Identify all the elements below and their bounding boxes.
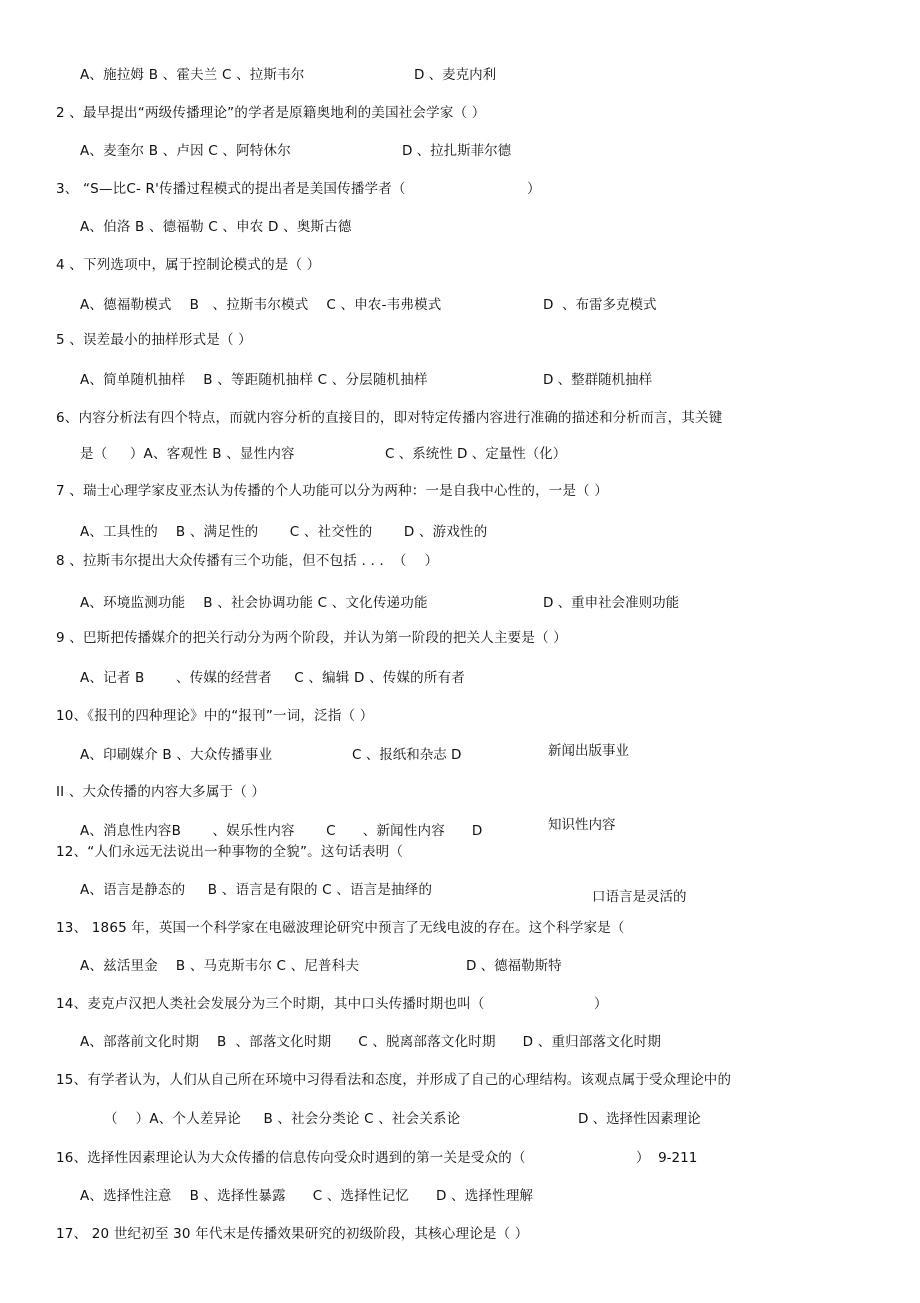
question-9: 9 、巴斯把传播媒介的把关行动分为两个阶段，并认为第一阶段的把关人主要是（ ） [56, 630, 567, 646]
option-line-q13: A、兹活里金 B 、马克斯韦尔 C 、尼普科夫 [80, 958, 360, 974]
option-c-q10: C 、报纸和杂志 D [352, 747, 462, 763]
option-d-text-q10: 新闻出版事业 [548, 743, 629, 759]
question-11: II 、大众传播的内容大多属于（ ） [56, 784, 266, 800]
question-14: 14、麦克卢汉把人类社会发展分为三个时期，其中口头传播时期也叫（ [56, 996, 485, 1012]
option-line-q4: A、德福勒模式 B 、拉斯韦尔模式 C 、申农-韦弗模式 [80, 297, 442, 313]
question-6: 6、内容分析法有四个特点，而就内容分析的直接目的，即对特定传播内容进行准确的描述和分析而言，其关键 [56, 410, 723, 426]
question-14-paren: ） [594, 996, 608, 1012]
option-line-q3: A、伯洛 B 、德福勒 C 、申农 D 、奥斯古德 [80, 219, 352, 235]
question-2: 2 、最早提出“两级传播理论”的学者是原籍奥地利的美国社会学家（ ） [56, 105, 486, 121]
option-line-q10: A、印刷媒介 B 、大众传播事业 [80, 747, 273, 763]
option-line-q11: A、消息性内容B 、娱乐性内容 C 、新闻性内容 D [80, 823, 483, 839]
question-12: 12、“人们永远无法说出一种事物的全貌”。这句话表明（ [56, 844, 404, 860]
question-17: 17、 20 世纪初至 30 年代末是传播效果研究的初级阶段，其核心理论是（ ） [56, 1226, 529, 1242]
option-line-q8: A、环境监测功能 B 、社会协调功能 C 、文化传递功能 [80, 595, 428, 611]
question-4: 4 、下列选项中，属于控制论模式的是（ ） [56, 257, 321, 273]
option-line-q7: A、工具性的 B 、满足性的 C 、社交性的 D 、游戏性的 [80, 524, 488, 540]
option-d-q4: D 、布雷多克模式 [543, 297, 657, 313]
question-16: 16、选择性因素理论认为大众传播的信息传向受众时遇到的第一关是受众的（ [56, 1150, 526, 1166]
question-5: 5 、误差最小的抽样形式是（ ） [56, 332, 252, 348]
option-line-q12: A、语言是静态的 B 、语言是有限的 C 、语言是抽绎的 [80, 882, 433, 898]
question-8: 8 、拉斯韦尔提出大众传播有三个功能，但不包括 . . . （ ） [56, 553, 439, 569]
option-d-q5: D 、整群随机抽样 [543, 372, 653, 388]
option-d-text-q12: 口语言是灵活的 [592, 889, 687, 905]
option-line-q14: A、部落前文化时期 B 、部落文化时期 C 、脱离部落文化时期 D 、重归部落文化时期 [80, 1034, 662, 1050]
question-7: 7 、瑞士心理学家皮亚杰认为传播的个人功能可以分为两种：一是自我中心性的，一是（ ） [56, 483, 609, 499]
option-line-q5: A、简单随机抽样 B 、等距随机抽样 C 、分层随机抽样 [80, 372, 428, 388]
question-16-paren: ） 9-211 [636, 1150, 698, 1166]
question-15: 15、有学者认为，人们从自己所在环境中习得看法和态度，并形成了自己的心理结构。该观点属于受众理论中的 [56, 1072, 732, 1088]
option-line-q2: A、麦奎尔 B 、卢因 C 、阿特休尔 [80, 143, 291, 159]
option-d-text-q11: 知识性内容 [548, 817, 616, 833]
option-line-q6: 是（ ）A、客观性 B 、显性内容 [80, 446, 295, 462]
option-line-q1: A、施拉姆 B 、霍夫兰 C 、拉斯韦尔 [80, 67, 305, 83]
option-c-q6: C 、系统性 D 、定量性（化） [385, 446, 567, 462]
option-line-q16: A、选择性注意 B 、选择性暴露 C 、选择性记忆 D 、选择性理解 [80, 1188, 534, 1204]
question-10: 10、《报刊的四种理论》中的“报刊”一词，泛指（ ） [56, 708, 374, 724]
option-d-q8: D 、重申社会准则功能 [543, 595, 680, 611]
question-13: 13、 1865 年，英国一个科学家在电磁波理论研究中预言了无线电波的存在。这个科学家是（ [56, 920, 625, 936]
question-3: 3、 “S—比C- R'传播过程模式的提出者是美国传播学者（ [56, 181, 406, 197]
option-d-q1: D 、麦克内利 [414, 67, 497, 83]
option-d-q15: D 、选择性因素理论 [578, 1111, 701, 1127]
option-d-q2: D 、拉扎斯菲尔德 [402, 143, 512, 159]
option-line-q15: （ ）A、个人差异论 B 、社会分类论 C 、社会关系论 [104, 1111, 461, 1127]
option-d-q13: D 、德福勒斯特 [466, 958, 562, 974]
question-3-paren: ） [527, 181, 541, 197]
option-line-q9: A、记者 B 、传媒的经营者 C 、编辑 D 、传媒的所有者 [80, 670, 465, 686]
